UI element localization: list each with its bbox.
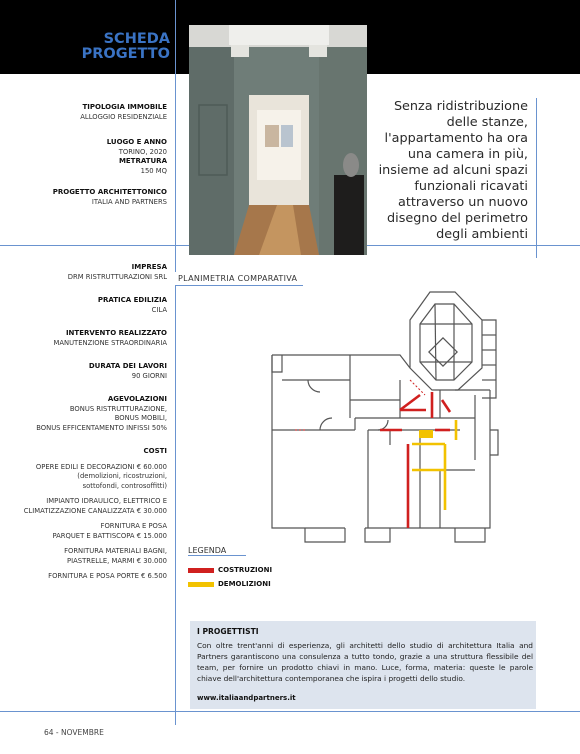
plan-label: PLANIMETRIA COMPARATIVA (175, 272, 303, 286)
interior-photo (189, 25, 367, 255)
spec-luogo: LUOGO E ANNO TORINO, 2020 (106, 138, 167, 156)
progettisti-text: Con oltre trent'anni di esperienza, gli architetti dello studio di architettura Italia and Partners garantiscono una consulenza a tutto tondo, grazie a una struttura flessibile del team, per fornire un prodotto chiavi in mano. Luce, forma, materia: queste le parole chiave dell'architettura contemporanea che ispira i progetti dello studio. (197, 641, 533, 683)
legend-title: LEGENDA (188, 546, 246, 556)
title-line-1: SCHEDA (103, 31, 170, 47)
quote-rule (536, 98, 537, 258)
specs-bottom (0, 263, 167, 582)
cost-item: FORNITURA E POSA PARQUET E BATTISCOPA € 15.000 (52, 522, 167, 540)
legend-swatch-red (188, 568, 214, 573)
title-line-2: PROGETTO (81, 46, 170, 62)
cost-item: FORNITURA E POSA PORTE € 6.500 (48, 572, 167, 580)
spec-metratura: METRATURA 150 MQ (118, 157, 167, 175)
cost-item: FORNITURA MATERIALI BAGNI, PIASTRELLE, MARMI € 30.000 (64, 547, 167, 565)
cost-item: OPERE EDILI E DECORAZIONI € 60.000 (demolizioni, ricostruzioni, sottofondi, controsoffitti) (35, 462, 167, 490)
page-title (60, 32, 170, 62)
spec-agevolazioni: AGEVOLAZIONI BONUS RISTRUTTURAZIONE, BONUS MOBILI, BONUS EFFICENTAMENTO INFISSI 50% (36, 395, 167, 432)
spec-intervento: INTERVENTO REALIZZATO MANUTENZIONE STRAORDINARIA (53, 329, 167, 347)
horizontal-rule-bottom (0, 711, 580, 712)
spec-impresa: IMPRESA DRM RISTRUTTURAZIONI SRL (67, 263, 167, 281)
spec-progetto: PROGETTO ARCHITETTONICO ITALIA AND PARTNERS (52, 188, 167, 206)
floor-plan (260, 280, 510, 550)
spec-costi: COSTI OPERE EDILI E DECORAZIONI € 60.000 (demolizioni, ricostruzioni, sottofondi, controsoffitti) IMPIANTO IDRAULICO, ELETTRICO E CLIMATIZZAZIONE CANALIZZATA € 30.000 FORNITURA E POSA PARQUET E BATTISCOPA € 15.000 FORNITURA MATERIALI BAGNI, PIASTRELLE, MARMI € 30.000 FORNITURA E POSA PORTE € 6.500 (0, 447, 167, 582)
legend-item-demolizioni: DEMOLIZIONI (188, 580, 271, 588)
vertical-rule (175, 0, 176, 725)
pull-quote: Senza ridistribuzione delle stanze, l'appartamento ha ora una camera in più, insieme ad alcuni spazi funzionali ricavati attraverso un nuovo disegno del perimetro degli ambienti (378, 99, 528, 242)
legend-swatch-yellow (188, 582, 214, 587)
page-footer: 64 - NOVEMBRE (44, 728, 104, 737)
cost-item: IMPIANTO IDRAULICO, ELETTRICO E CLIMATIZZAZIONE CANALIZZATA € 30.000 (23, 497, 167, 515)
specs-top (0, 103, 167, 207)
spec-tipologia: TIPOLOGIA IMMOBILE ALLOGGIO RESIDENZIALE (80, 103, 167, 121)
progettisti-url[interactable]: www.italiaandpartners.it (197, 694, 296, 702)
progettisti-box (190, 621, 536, 709)
spec-durata: DURATA DEI LAVORI 90 GIORNI (88, 362, 167, 380)
progettisti-title: I PROGETTISTI (197, 627, 259, 636)
spec-pratica: PRATICA EDILIZIA CILA (97, 296, 167, 314)
legend-item-costruzioni: COSTRUZIONI (188, 566, 272, 574)
